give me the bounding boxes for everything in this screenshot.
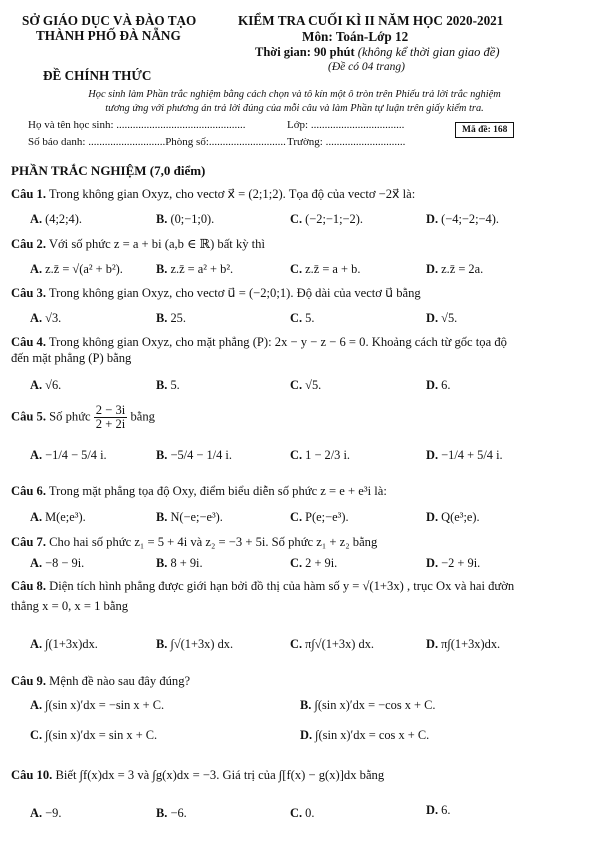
q2-option-b: [156, 262, 233, 277]
option-text: −1/4 − 5/4 i.: [45, 448, 107, 462]
question-text: Số phức: [49, 409, 91, 424]
option-text: √5.: [441, 311, 458, 325]
department-line-1: SỞ GIÁO DỤC VÀ ĐÀO TẠO: [22, 13, 197, 28]
option-letter: D.: [426, 637, 442, 651]
option-letter: B.: [156, 448, 171, 462]
question-text: Trong không gian Oxyz, cho vectơ x⃗ = (2;1;2). Tọa độ của vectơ −2x⃗ là:: [48, 187, 416, 201]
q10-option-b: [156, 806, 187, 821]
option-text: −8 − 9i.: [45, 556, 85, 570]
class-field: Lớp: ..................................: [287, 119, 405, 131]
q4-option-b: [156, 378, 180, 393]
question-text: Trong không gian Oxyz, cho mặt phẳng (P): 2x − y − z − 6 = 0. Khoảng cách từ gốc tọa độ: [48, 335, 507, 349]
question-text: Trong mặt phẳng tọa độ Oxy, điểm biểu diễn số phức z = e + e³i là:: [48, 484, 387, 498]
option-letter: A.: [30, 448, 46, 462]
option-letter: A.: [30, 806, 46, 820]
option-letter: B.: [156, 262, 171, 276]
option-letter: C.: [290, 212, 306, 226]
option-letter: C.: [290, 806, 306, 820]
option-letter: D.: [426, 262, 442, 276]
option-letter: D.: [426, 212, 442, 226]
q4-option-a: [30, 378, 61, 393]
q10-option-c: [290, 806, 314, 821]
option-text: 2 + 9i.: [305, 556, 338, 570]
option-letter: C.: [290, 311, 306, 325]
option-text: z.z̄ = √(a² + b²).: [45, 262, 123, 276]
question-2: [11, 236, 265, 252]
section-title: PHẦN TRẮC NGHIỆM (7,0 điểm): [11, 163, 206, 178]
q8-option-c: [290, 637, 374, 652]
option-text: (−4;−2;−4).: [441, 212, 499, 226]
option-letter: D.: [426, 556, 442, 570]
q6-option-a: [30, 510, 86, 525]
option-text: 25.: [170, 311, 186, 325]
question-text: Với số phức z = a + bi (a,b ∈ ℝ) bất kỳ thì: [48, 237, 265, 251]
option-letter: D.: [426, 378, 442, 392]
option-text: π∫(1+3x)dx.: [441, 637, 501, 651]
option-letter: B.: [156, 212, 171, 226]
option-text: z.z̄ = 2a.: [441, 262, 484, 276]
option-letter: B.: [156, 637, 171, 651]
option-letter: B.: [156, 556, 171, 570]
fraction: [94, 404, 128, 431]
option-text: 6.: [441, 803, 451, 817]
option-letter: B.: [156, 378, 171, 392]
student-name-field: Họ và tên học sinh: ...............................................: [28, 119, 246, 131]
option-letter: A.: [30, 698, 46, 712]
q8-option-b: [156, 637, 233, 652]
option-text: π∫√(1+3x) dx.: [305, 637, 375, 651]
option-text: M(e;e³).: [45, 510, 86, 524]
option-text: ∫(1+3x)dx.: [45, 637, 98, 651]
option-text: 5.: [170, 378, 180, 392]
question-text: Mệnh đề nào sau đây đúng?: [49, 674, 191, 688]
option-letter: A.: [30, 378, 46, 392]
question-3: [11, 285, 421, 301]
option-text: z.z̄ = a + b.: [305, 262, 361, 276]
q2-option-c: [290, 262, 360, 277]
option-letter: C.: [290, 448, 306, 462]
q8-option-d: [426, 637, 500, 652]
q6-option-d: [426, 510, 480, 525]
q5-option-d: [426, 448, 503, 463]
q2-option-a: [30, 262, 123, 277]
option-text: (0;−1;0).: [170, 212, 215, 226]
option-text: Q(e³;e).: [441, 510, 480, 524]
question-10: [11, 768, 384, 783]
q9-option-d: [300, 728, 429, 743]
question-label: Câu 3.: [11, 286, 46, 300]
q5-option-a: [30, 448, 107, 463]
option-text: (4;2;4).: [45, 212, 82, 226]
question-7: [11, 535, 377, 550]
option-letter: A.: [30, 637, 46, 651]
option-letter: B.: [156, 311, 171, 325]
option-text: √3.: [45, 311, 62, 325]
q6-option-c: [290, 510, 349, 525]
q10-option-a: [30, 806, 61, 821]
q7-option-b: [156, 556, 203, 571]
school-field: Trường: .............................: [287, 136, 406, 148]
q3-option-c: [290, 311, 314, 326]
question-text: Cho hai số phức z₁ = 5 + 4i và z₂ = −3 + 5i. Số phức z₁ + z₂ bằng: [49, 535, 378, 549]
q4-option-c: [290, 378, 321, 393]
time-label: Thời gian: 90 phút: [255, 45, 355, 59]
question-1: [11, 186, 415, 202]
question-text: Trong không gian Oxyz, cho vectơ u⃗ = (−2;0;1). Độ dài của vectơ u⃗ bằng: [48, 286, 421, 300]
instruction-line-1: Học sinh làm Phần trắc nghiệm bằng cách chọn và tô kín một ô tròn trên Phiếu trả lời trắc nghiệm: [88, 89, 501, 100]
time-note: (không kể thời gian giao đề): [357, 45, 500, 59]
fraction-denominator: 2 + 2i: [95, 417, 126, 432]
q10-option-d: [426, 803, 450, 818]
question-label: Câu 4.: [11, 335, 46, 349]
official-label: ĐỀ CHÍNH THỨC: [43, 68, 152, 83]
option-text: −2 + 9i.: [441, 556, 481, 570]
option-text: 0.: [305, 806, 315, 820]
question-label: Câu 7.: [11, 535, 46, 549]
option-letter: A.: [30, 262, 46, 276]
question-label: Câu 8.: [11, 579, 46, 593]
q3-option-a: [30, 311, 61, 326]
question-text: Biết ∫f(x)dx = 3 và ∫g(x)dx = −3. Giá trị của ∫[f(x) − g(x)]dx bằng: [55, 768, 385, 782]
question-5: [11, 404, 155, 431]
option-text: ∫(sin x)′dx = −sin x + C.: [45, 698, 165, 712]
exam-title: KIỂM TRA CUỐI KÌ II NĂM HỌC 2020-2021: [238, 13, 504, 28]
time-line: [255, 45, 500, 60]
q3-option-b: [156, 311, 186, 326]
option-letter: A.: [30, 311, 46, 325]
department-line-2: THÀNH PHỐ ĐÀ NẴNG: [36, 28, 181, 43]
option-text: √5.: [305, 378, 322, 392]
q1-option-c: [290, 212, 363, 227]
question-text-end: bằng: [130, 409, 155, 424]
q1-option-b: [156, 212, 214, 227]
subject: Môn: Toán-Lớp 12: [302, 29, 409, 44]
q2-option-d: [426, 262, 483, 277]
option-letter: C.: [30, 728, 46, 742]
option-text: ∫√(1+3x) dx.: [170, 637, 234, 651]
option-text: ∫(sin x)′dx = sin x + C.: [45, 728, 158, 742]
fraction-numerator: 2 − 3i: [95, 403, 126, 417]
option-letter: C.: [290, 510, 306, 524]
exam-code: Mã đề: 168: [455, 122, 514, 138]
instruction-line-2: tương ứng với phương án trả lời đúng của mỗi câu và làm Phần tự luận trên giấy kiểm tra.: [105, 103, 484, 114]
q9-option-c: [30, 728, 157, 743]
option-text: −5/4 − 1/4 i.: [170, 448, 232, 462]
option-text: √6.: [45, 378, 62, 392]
question-label: Câu 10.: [11, 768, 53, 782]
q7-option-d: [426, 556, 480, 571]
q1-option-d: [426, 212, 499, 227]
option-letter: D.: [426, 510, 442, 524]
q3-option-d: [426, 311, 457, 326]
q5-option-b: [156, 448, 232, 463]
q7-option-a: [30, 556, 84, 571]
q9-option-a: [30, 698, 164, 713]
q7-option-c: [290, 556, 337, 571]
q5-option-c: [290, 448, 350, 463]
question-4: [11, 335, 507, 350]
option-letter: D.: [426, 448, 442, 462]
option-text: (−2;−1;−2).: [305, 212, 363, 226]
option-letter: C.: [290, 637, 306, 651]
option-letter: C.: [290, 378, 306, 392]
option-text: 6.: [441, 378, 451, 392]
question-8: [11, 579, 514, 594]
question-label: Câu 1.: [11, 187, 46, 201]
option-text: z.z̄ = a² + b².: [170, 262, 234, 276]
question-label: Câu 5.: [11, 409, 46, 424]
q8-option-a: [30, 637, 98, 652]
option-text: −1/4 + 5/4 i.: [441, 448, 503, 462]
option-text: ∫(sin x)′dx = cos x + C.: [315, 728, 430, 742]
q4-option-d: [426, 378, 450, 393]
option-text: 8 + 9i.: [170, 556, 203, 570]
q1-option-a: [30, 212, 82, 227]
question-9: [11, 674, 190, 689]
question-6: [11, 484, 387, 499]
question-label: Câu 6.: [11, 484, 46, 498]
option-letter: D.: [426, 311, 442, 325]
q9-option-b: [300, 698, 436, 713]
option-text: N(−e;−e³).: [170, 510, 223, 524]
question-label: Câu 9.: [11, 674, 46, 688]
question-4-cont: đến mặt phẳng (P) bằng: [11, 351, 132, 365]
option-text: ∫(sin x)′dx = −cos x + C.: [314, 698, 436, 712]
option-letter: A.: [30, 510, 46, 524]
option-text: P(e;−e³).: [305, 510, 349, 524]
pages-note: (Đề có 04 trang): [328, 61, 405, 73]
option-text: −9.: [45, 806, 62, 820]
option-letter: D.: [300, 728, 316, 742]
option-text: −6.: [170, 806, 187, 820]
option-letter: B.: [300, 698, 315, 712]
option-letter: C.: [290, 556, 306, 570]
student-id-field: Số báo danh: ............................Phòng số:............................: [28, 136, 286, 148]
option-letter: B.: [156, 806, 171, 820]
option-letter: A.: [30, 212, 46, 226]
question-8-cont: thẳng x = 0, x = 1 bằng: [11, 599, 129, 613]
question-label: Câu 2.: [11, 237, 46, 251]
q6-option-b: [156, 510, 223, 525]
option-letter: D.: [426, 803, 442, 817]
option-letter: C.: [290, 262, 306, 276]
option-letter: A.: [30, 556, 46, 570]
option-letter: B.: [156, 510, 171, 524]
option-text: 1 − 2/3 i.: [305, 448, 351, 462]
question-text: Diện tích hình phẳng được giới hạn bởi đồ thị của hàm số y = √(1+3x) , trục Ox và hai đườn: [49, 579, 515, 593]
option-text: 5.: [305, 311, 315, 325]
